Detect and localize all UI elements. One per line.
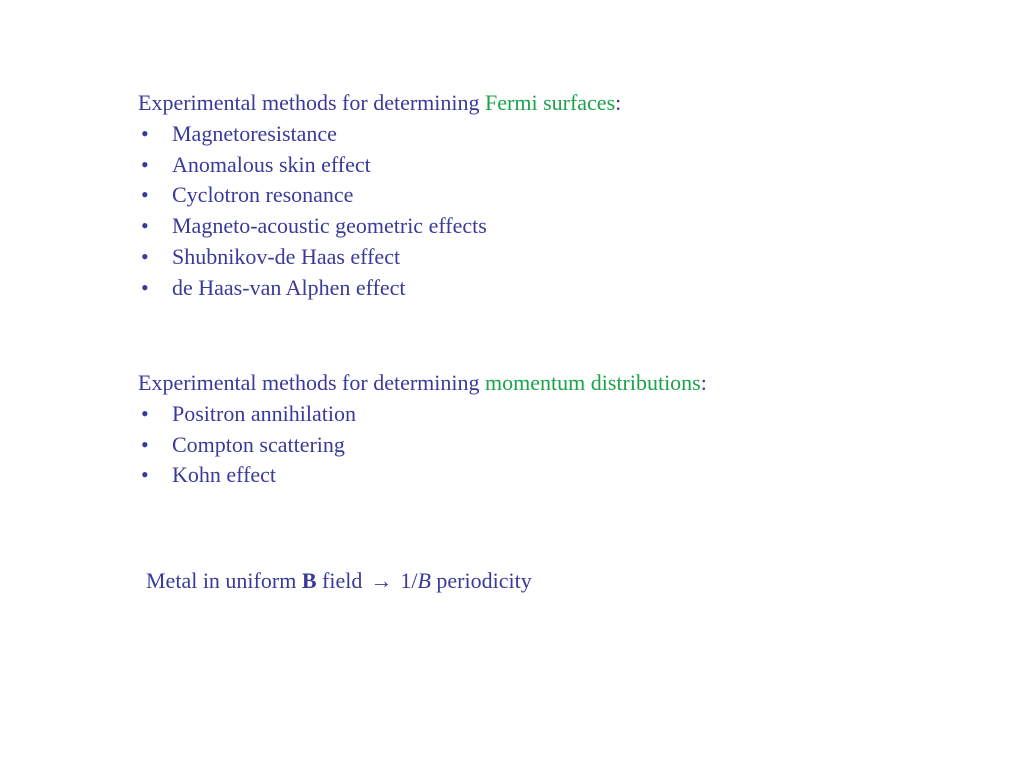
list-item-text: Magneto-acoustic geometric effects (172, 213, 487, 239)
heading-prefix: Experimental methods for determining (138, 370, 486, 395)
bullet-icon: • (141, 400, 149, 426)
bullet-icon: • (141, 182, 149, 208)
list-item (138, 430, 707, 461)
bullet-icon: • (141, 431, 149, 457)
list-item (138, 242, 621, 273)
statement-part2: field (316, 568, 363, 593)
list-item (138, 119, 621, 150)
bullet-icon: • (141, 213, 149, 239)
statement-part3: 1/ (400, 568, 418, 593)
list-item-text: Positron annihilation (172, 400, 356, 426)
heading-suffix: : (615, 90, 622, 115)
list-item-text: Anomalous skin effect (172, 151, 371, 177)
list-item-text: Shubnikov-de Haas effect (172, 243, 401, 269)
b-italic-symbol: B (417, 568, 431, 593)
list-item-text: Compton scattering (172, 431, 345, 457)
list-item-text: Cyclotron resonance (172, 182, 354, 208)
heading-suffix: : (700, 370, 707, 395)
section-heading (138, 88, 621, 119)
bullet-icon: • (141, 274, 149, 300)
fermi-surfaces-section (138, 88, 621, 304)
list-item-text: de Haas-van Alphen effect (172, 274, 406, 300)
list-item-text: Magnetoresistance (172, 120, 337, 146)
heading-highlight: Fermi surfaces (485, 90, 616, 115)
arrow-icon: → (370, 568, 393, 593)
bullet-icon: • (141, 120, 149, 146)
section-heading (138, 368, 707, 399)
bullet-icon: • (141, 243, 149, 269)
statement-part1: Metal in uniform (146, 568, 302, 593)
list-item (138, 273, 621, 304)
heading-highlight: momentum distributions (485, 370, 701, 395)
methods-list (138, 119, 621, 304)
list-item (138, 211, 621, 242)
bullet-icon: • (141, 462, 149, 488)
heading-prefix: Experimental methods for determining (138, 90, 486, 115)
b-field-symbol: B (301, 568, 317, 593)
list-item (138, 150, 621, 181)
list-item (138, 180, 621, 211)
list-item (138, 399, 707, 430)
bullet-icon: • (141, 151, 149, 177)
methods-list (138, 399, 707, 491)
list-item (138, 460, 707, 491)
statement-part4: periodicity (430, 568, 532, 593)
periodicity-statement (146, 566, 532, 596)
momentum-distributions-section (138, 368, 707, 491)
list-item-text: Kohn effect (172, 462, 277, 488)
